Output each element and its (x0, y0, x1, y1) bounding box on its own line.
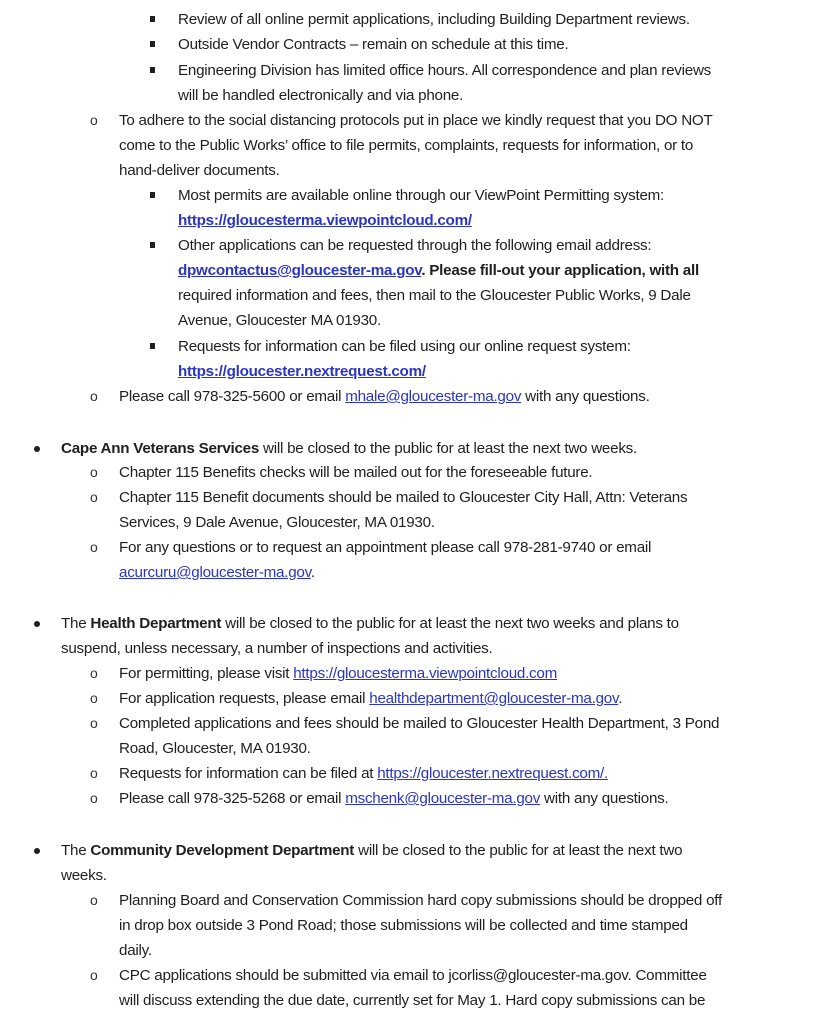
health-email-link[interactable]: healthdepartment@gloucester-ma.gov (369, 690, 619, 707)
list-item: For any questions or to request an appointment please call 978-281-9740 or email (119, 539, 652, 556)
circle-bullet-icon: o (90, 765, 98, 781)
health-heading-line2: suspend, unless necessary, a number of inspections and activities. (61, 640, 493, 657)
square-bullet-icon (150, 242, 155, 248)
circle-bullet-icon: o (90, 665, 98, 681)
veterans-heading (61, 436, 637, 461)
list-item-continuation: will discuss extending the due date, currently set for May 1. Hard copy submissions can be (119, 992, 706, 1009)
list-item (119, 786, 668, 811)
other-apps-line4: Avenue, Gloucester MA 01930. (178, 312, 381, 329)
mhale-email-link[interactable]: mhale@gloucester-ma.gov (345, 388, 522, 405)
mschenk-email-link[interactable]: mschenk@gloucester-ma.gov (345, 790, 541, 807)
nextrequest-link[interactable]: https://gloucester.nextrequest.com/ (178, 363, 426, 380)
item-after: with any questions. (540, 790, 669, 807)
dpw-email-link[interactable]: dpwcontactus@gloucester-ma.gov (178, 262, 422, 279)
item-text: For application requests, please email (119, 690, 370, 707)
permits-text: Most permits are available online through our ViewPoint Permitting system: (178, 187, 665, 204)
list-item: Chapter 115 Benefit documents should be mailed to Gloucester City Hall, Attn: Veterans (119, 489, 688, 506)
period: . (618, 690, 623, 707)
bullet-icon (34, 446, 40, 452)
circle-bullet-icon: o (90, 967, 98, 983)
list-item-continuation: daily. (119, 942, 152, 959)
list-item (119, 761, 608, 786)
list-item: CPC applications should be submitted via email to jcorliss@gloucester-ma.gov. Committee (119, 967, 707, 984)
requests-text: Requests for information can be filed using our online request system: (178, 338, 631, 355)
circle-bullet-icon: o (90, 388, 98, 404)
community-heading (61, 838, 682, 863)
circle-bullet-icon: o (90, 539, 98, 555)
square-bullet-icon (150, 16, 155, 22)
circle-bullet-icon: o (90, 489, 98, 505)
list-item (119, 661, 557, 686)
bullet-icon (34, 848, 40, 854)
veterans-heading-text: will be closed to the public for at least the next two weeks. (259, 440, 637, 457)
list-item: Outside Vendor Contracts – remain on schedule at this time. (178, 36, 569, 53)
acurcuru-email-link[interactable]: acurcuru@gloucester-ma.gov (119, 564, 311, 581)
circle-bullet-icon: o (90, 715, 98, 731)
distancing-notice-line3: hand-deliver documents. (119, 162, 280, 179)
community-heading-text: will be closed to the public for at least the next two (354, 842, 683, 859)
viewpoint-link[interactable]: https://gloucesterma.viewpointcloud.com (293, 665, 557, 682)
prefix: The (61, 615, 91, 632)
item-text: Please call 978-325-5268 or email (119, 790, 346, 807)
circle-bullet-icon: o (90, 112, 98, 128)
list-item: Review of all online permit applications, including Building Department reviews. (178, 11, 690, 28)
item-text: For permitting, please visit (119, 665, 294, 682)
list-item: Engineering Division has limited office hours. All correspondence and plan reviews (178, 62, 712, 79)
health-heading-text: will be closed to the public for at least the next two weeks and plans to (221, 615, 679, 632)
other-apps-line2 (178, 258, 699, 283)
square-bullet-icon (150, 41, 155, 47)
bullet-icon (34, 621, 40, 627)
community-title: Community Development Department (90, 842, 355, 859)
call-line (119, 384, 650, 409)
viewpoint-link[interactable]: https://gloucesterma.viewpointcloud.com/ (178, 212, 472, 229)
square-bullet-icon (150, 67, 155, 73)
distancing-notice-line2: come to the Public Works’ office to file permits, complaints, requests for information, or to (119, 137, 694, 154)
list-item-continuation: Services, 9 Dale Avenue, Gloucester, MA 01930. (119, 514, 435, 531)
square-bullet-icon (150, 192, 155, 198)
list-item (119, 686, 622, 711)
list-item-continuation: will be handled electronically and via phone. (178, 87, 464, 104)
list-item-continuation: Road, Gloucester, MA 01930. (119, 740, 311, 757)
list-item: Completed applications and fees should be mailed to Gloucester Health Department, 3 Pond (119, 715, 720, 732)
distancing-notice: To adhere to the social distancing protocols put in place we kindly request that you DO NOT (119, 112, 713, 129)
list-item-continuation: in drop box outside 3 Pond Road; those submissions will be collected and time stamped (119, 917, 688, 934)
square-bullet-icon (150, 343, 155, 349)
period: . (310, 564, 315, 581)
health-title: Health Department (90, 615, 222, 632)
call-text: Please call 978-325-5600 or email (119, 388, 346, 405)
other-apps-line3: required information and fees, then mail to the Gloucester Public Works, 9 Dale (178, 287, 691, 304)
other-apps-text: Other applications can be requested through the following email address: (178, 237, 652, 254)
prefix: The (61, 842, 91, 859)
circle-bullet-icon: o (90, 464, 98, 480)
item-text: Requests for information can be filed at (119, 765, 378, 782)
nextrequest-link[interactable]: https://gloucester.nextrequest.com/. (377, 765, 608, 782)
list-item-continuation (119, 560, 315, 585)
health-heading (61, 611, 679, 636)
call-after: with any questions. (521, 388, 650, 405)
community-heading-line2: weeks. (61, 867, 107, 884)
list-item: Planning Board and Conservation Commission hard copy submissions should be dropped off (119, 892, 722, 909)
list-item: Chapter 115 Benefits checks will be mailed out for the foreseeable future. (119, 464, 593, 481)
circle-bullet-icon: o (90, 690, 98, 706)
other-apps-after: . Please fill-out your application, with all (421, 262, 699, 279)
circle-bullet-icon: o (90, 892, 98, 908)
circle-bullet-icon: o (90, 790, 98, 806)
veterans-title: Cape Ann Veterans Services (61, 440, 260, 457)
